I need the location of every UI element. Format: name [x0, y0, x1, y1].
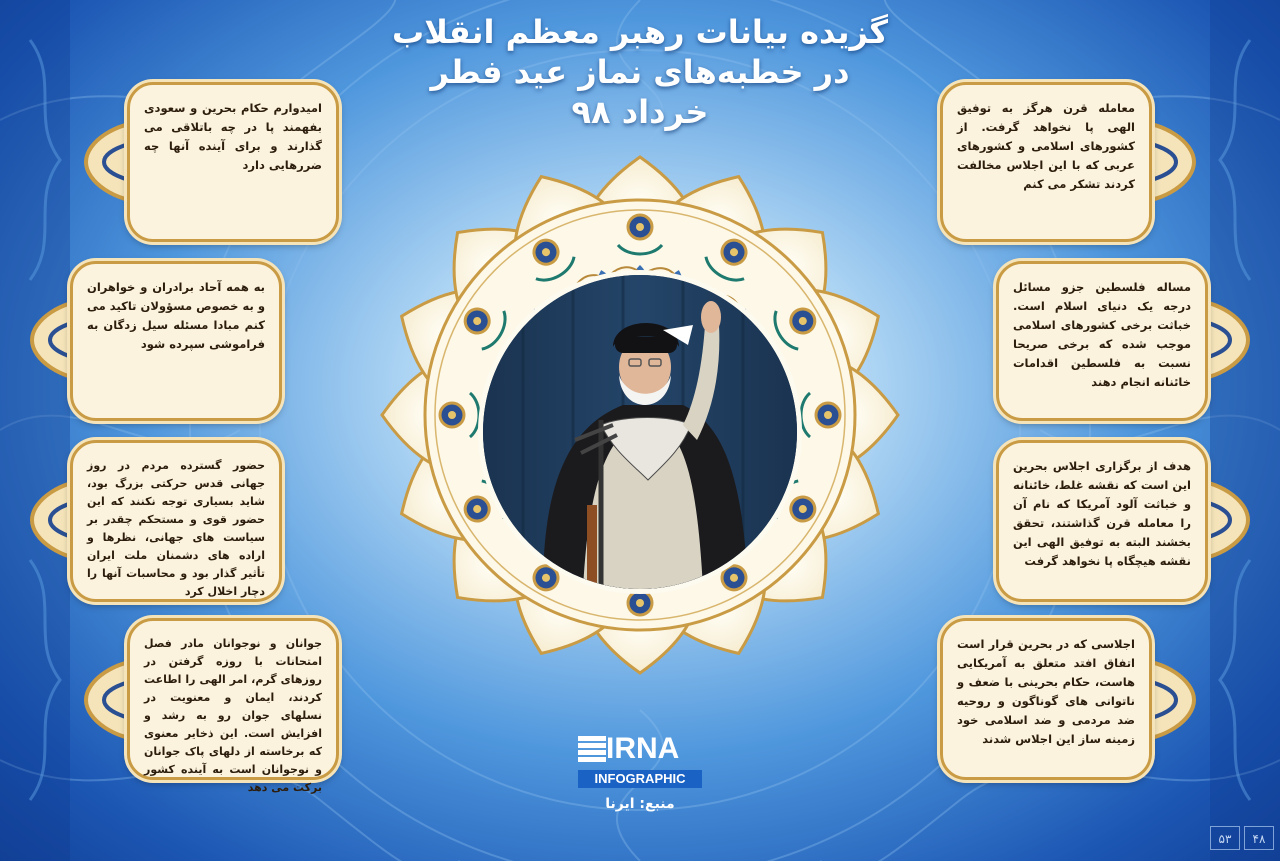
title-line-1: گزیده بیانات رهبر معظم انقلاب	[392, 13, 888, 51]
logo-name: IRNA	[606, 732, 680, 765]
quote-text: امیدوارم حکام بحرین و سعودی بفهمند پا در چه باتلاقی می گذارند و برای آینده آنها چه ضررهایی دارد	[144, 101, 322, 172]
irna-emblem-icon	[578, 736, 606, 762]
quote-text: اجلاسی که در بحرین قرار است اتفاق افتد متعلق به آمریکایی هاست، حکام بحرینی با ضعف و ناتوانی های گوناگون و روحیه ضد مردمی و ضد اسلامی خود زمینه ساز این اجلاس شدند	[957, 637, 1135, 746]
page-number-box: ۴۸	[1244, 826, 1274, 850]
quote-card-right-4	[940, 618, 1152, 780]
quote-text: به همه آحاد برادران و خواهران و به خصوص مسؤولان تاکید می کنم مبادا مسئله سیل زدگان به فراموشی سپرده شود	[87, 280, 265, 351]
irna-logo	[576, 730, 704, 792]
quote-text: جوانان و نوجوانان مادر فصل امتحانات با روزه گرفتن در روزهای گرم، امر الهی را اطاعت کردند، ایمان و معنویت در نسلهای جوان رو به رشد و افزایش است. این ذخایر معنوی که برخاسته از دلهای پاک جوانان و نوجوانان است به آینده کشور برکت می دهد	[144, 637, 322, 794]
quote-card-right-2	[996, 261, 1208, 421]
quote-card-right-3	[996, 440, 1208, 602]
quote-card-left-2	[70, 261, 282, 421]
title-line-2: در خطبه‌های نماز عید فطر	[430, 53, 850, 91]
page-number-box: ۵۳	[1210, 826, 1240, 850]
quote-text: معامله قرن هرگز به توفیق الهی پا نخواهد گرفت. از کشورهای اسلامی و کشورهای عربی که با این اجلاس مخالفت کردند تشکر می کنم	[957, 101, 1135, 191]
speaker-illustration	[483, 275, 797, 589]
logo-subtitle: INFOGRAPHIC	[578, 770, 702, 788]
quote-card-left-4	[127, 618, 339, 794]
quote-text: حضور گسترده مردم در روز جهانی قدس حرکتی بزرگ بود، شاید بسیاری توجه نکنند که این حضور قوی و مستحکم چقدر بر سیاست های جهانی، نظرها و اراده های دشمنان ملت ایران تأثیر گذار بود و محاسبات آنها را دچار اخلال کرد	[87, 459, 265, 598]
quote-text: مساله فلسطین جزو مسائل درجه یک دنیای اسلام است. خباثت برخی کشورهای اسلامی موجب شده که برخی صریحا نسبت به فلسطین اقدامات خائنانه انجام دهند	[1013, 280, 1191, 389]
quote-card-left-3	[70, 440, 282, 602]
source-credit: منبع: ایرنا	[605, 796, 675, 812]
quote-card-right-1	[940, 82, 1152, 242]
central-photo	[478, 270, 802, 594]
title-line-3: خرداد ۹۸	[571, 93, 709, 131]
quote-text: هدف از برگزاری اجلاس بحرین این است که نقشه غلط، خائنانه و خباثت آلود آمریکا که نام آن را معامله قرن گذاشتند، تحقق بخشند البته به توفیق الهی این نقشه هیچگاه پا نخواهد گرفت	[1013, 459, 1191, 568]
infographic-title	[380, 12, 900, 132]
quote-card-left-1	[127, 82, 339, 242]
